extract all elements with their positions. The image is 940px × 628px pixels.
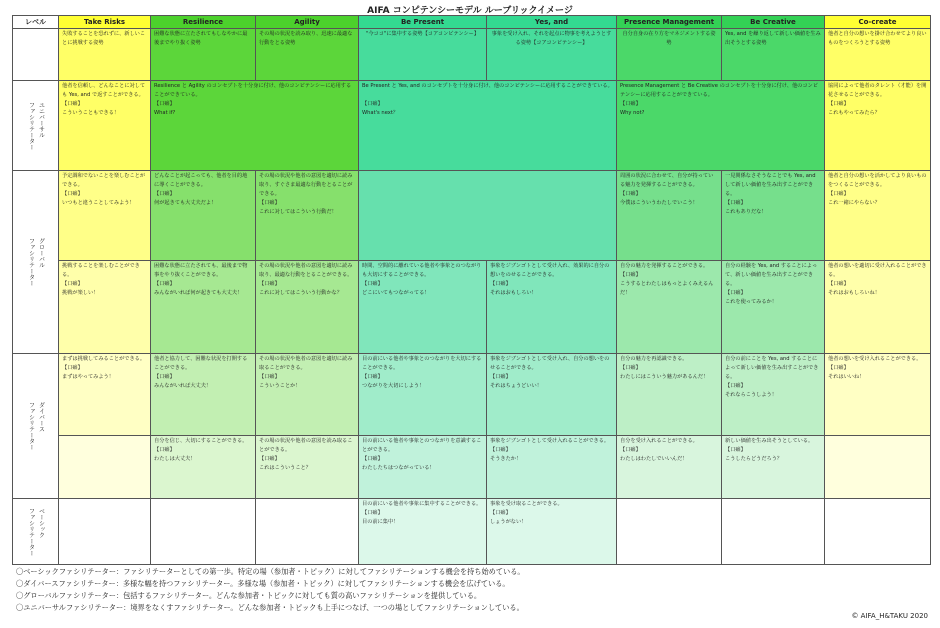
cell-line: 困難な状態に立たされても、最後まで物事をやり抜くことができる。 bbox=[154, 263, 248, 278]
cell-line: いつもと違うことしてみよう！ bbox=[62, 200, 135, 206]
cell-line: 新しい価値を生み出そうとしている。 bbox=[725, 438, 814, 444]
cell-line: どんなことが起こっても、他者を目的地に導くことができる。 bbox=[154, 173, 248, 188]
cell-line: まずは挑戦してみることができる。 bbox=[62, 356, 146, 362]
cell-line: 目の前にいる他者や事象に集中することができる。 bbox=[362, 501, 482, 507]
cell-line: その場の状況を読み取り、迅速に最適な行動をとる姿勢 bbox=[259, 31, 353, 46]
cell-line: 目の前にいる他者や事象とのつながりを意識することができる。 bbox=[362, 438, 482, 453]
cell-line: 【コアコンピテンシー】 bbox=[422, 31, 480, 37]
rubric-cell bbox=[359, 261, 487, 354]
cell-line: これもやってみたら？ bbox=[828, 110, 880, 116]
rubric-cell bbox=[617, 81, 825, 171]
col-header: Be Present bbox=[359, 16, 487, 29]
definition-cell bbox=[59, 29, 151, 81]
rubric-cell bbox=[825, 81, 931, 171]
cell-line: 【口癖】 bbox=[828, 101, 849, 107]
cell-line: 時間、空間的に離れている他者や事象とのつながりも大切にすることができる。 bbox=[362, 263, 482, 278]
cell-line: 【口癖】 bbox=[362, 374, 383, 380]
rubric-cell bbox=[487, 354, 617, 436]
cell-line: 【口癖】 bbox=[828, 281, 849, 287]
rubric-cell bbox=[359, 354, 487, 436]
cell-line: 【口癖】 bbox=[490, 374, 511, 380]
rubric-cell bbox=[256, 436, 359, 499]
cell-line: 【口癖】 bbox=[259, 200, 280, 206]
cell-line: 【口癖】 bbox=[362, 281, 383, 287]
cell-line: 他者と自分の想いを掛け合わせてより良いものをつくろうとする姿勢 bbox=[828, 31, 927, 46]
rubric-cell bbox=[151, 261, 256, 354]
rubric-cell bbox=[151, 171, 256, 261]
col-header: Presence Management bbox=[617, 16, 722, 29]
rubric-cell bbox=[487, 499, 617, 565]
cell-line: その場の状況や他者の意図を適切に読み取り、すぐさま最適な行動をとることができる。 bbox=[259, 173, 353, 197]
cell-line: 【コアコンピテンシー】 bbox=[531, 40, 588, 46]
rubric-cell bbox=[359, 499, 487, 565]
level-main-label: ファシリテーター bbox=[27, 402, 35, 450]
cell-line bbox=[362, 91, 613, 100]
footnote: 〇グローバルファシリテーター：包括するファシリテーター。どんな参加者・トピックに対しても質の高いファシリテーションを提供している。 bbox=[16, 591, 482, 600]
cell-line: これを使ってみるか！ bbox=[725, 299, 777, 305]
cell-line: 予定調和でないことを楽しむことができる。 bbox=[62, 173, 146, 188]
cell-line: こういうことか！ bbox=[259, 383, 301, 389]
rubric-cell bbox=[151, 81, 359, 171]
footnote: 〇ユニバーサルファシリテーター：境界をなくすファシリテーター。どんな参加者・トピックも上手につなげ、一つの場としてファシリテーションしている。 bbox=[16, 603, 524, 612]
cell-line: どこにいてもつながってる！ bbox=[362, 290, 430, 296]
rubric-cell bbox=[256, 354, 359, 436]
cell-line: まずはやってみよう！ bbox=[62, 374, 114, 380]
cell-line: わたしたちはつながっている！ bbox=[362, 465, 435, 471]
cell-line: 自分の経験を Yes, and することによって、新しい価値を生み出すことができる。 bbox=[725, 263, 818, 287]
level-sub-label: ベーシック bbox=[37, 507, 45, 538]
cell-line: 挑戦することを楽しむことができる。 bbox=[62, 263, 140, 278]
cell-line: 【口癖】 bbox=[725, 383, 746, 389]
cell-line: 事象をジブンゴトとして受け入れることができる。 bbox=[490, 438, 610, 444]
cell-line: これに対してはこういう行動かな？ bbox=[259, 290, 343, 296]
cell-line: それはちょうどいい！ bbox=[490, 383, 542, 389]
rubric-cell bbox=[151, 354, 256, 436]
cell-line: 【口癖】 bbox=[259, 281, 280, 287]
rubric-cell bbox=[825, 354, 931, 436]
cell-line: 何が起きても大丈夫だよ！ bbox=[154, 200, 217, 206]
cell-line: 自分を信じ、大切にすることができる。 bbox=[154, 438, 248, 444]
cell-line: こういうこともできる！ bbox=[62, 110, 120, 116]
cell-line: 【口癖】 bbox=[362, 456, 383, 462]
rubric-cell bbox=[59, 261, 151, 354]
cell-line: 【口癖】 bbox=[828, 365, 849, 371]
cell-line: 事象を受け取ることができる。 bbox=[490, 501, 563, 507]
rubric-cell bbox=[825, 436, 931, 499]
cell-line: そうきたか！ bbox=[490, 456, 522, 462]
cell-line: 【口癖】 bbox=[620, 365, 641, 371]
cell-line: これ一緒にやらない？ bbox=[828, 200, 880, 206]
rubric-cell bbox=[722, 436, 825, 499]
cell-line: What if? bbox=[154, 110, 176, 116]
col-header: Co-create bbox=[825, 16, 931, 29]
cell-line: 【口癖】 bbox=[725, 200, 746, 206]
cell-line: それならこうしよう！ bbox=[725, 392, 777, 398]
cell-line: 【口癖】 bbox=[154, 281, 175, 287]
cell-line: "今ココ"に集中する姿勢 bbox=[365, 31, 423, 37]
cell-line: 自分の魅力を発揮することができる。 bbox=[620, 263, 709, 269]
cell-line: 【口癖】 bbox=[362, 510, 383, 516]
rubric-cell bbox=[256, 261, 359, 354]
cell-line: こうするとわたしはもっとよくみえるんだ！ bbox=[620, 281, 714, 296]
cell-line: 自分自身の在り方をマネジメントする姿勢 bbox=[622, 31, 716, 46]
cell-line: 【口癖】 bbox=[490, 281, 511, 287]
definition-cell bbox=[722, 29, 825, 81]
definition-cell bbox=[256, 29, 359, 81]
cell-line: これに対してはこういう行動だ！ bbox=[259, 209, 337, 215]
cell-line: 他者と自分の想いを活かしてより良いものをつくることができる。 bbox=[828, 173, 927, 188]
cell-line: 【口癖】 bbox=[620, 272, 641, 278]
cell-line: 事象を受け入れ、それを起点に物事を考えようとする姿勢 bbox=[491, 31, 612, 46]
level-main-label: ファシリテーター bbox=[27, 507, 35, 556]
level-main-label: ファシリテーター bbox=[27, 101, 35, 150]
cell-line: 【口癖】 bbox=[620, 101, 641, 107]
cell-line: 【口癖】 bbox=[154, 447, 175, 453]
level-main-label: ファシリテーター bbox=[27, 238, 35, 286]
col-header: Take Risks bbox=[59, 16, 151, 29]
rubric-cell bbox=[825, 171, 931, 261]
rubric-cell bbox=[722, 261, 825, 354]
level-diverse bbox=[13, 354, 59, 499]
rubric-cell bbox=[59, 354, 151, 436]
cell-line: それはおもしろいね！ bbox=[828, 290, 880, 296]
cell-line: Be Present と Yes, and のコンセプトを十分身に付け、他のコンピテンシーに応用することができている。 bbox=[362, 83, 613, 89]
cell-line: 【口癖】 bbox=[620, 191, 641, 197]
rubric-cell bbox=[487, 436, 617, 499]
cell-line: わたしにはこういう魅力があるんだ！ bbox=[620, 374, 709, 380]
cell-line: 他者と協力して、困難な状況を打開することができる。 bbox=[154, 356, 248, 371]
footnote: 〇ダイバースファシリテーター：多様な幅を持つファシリテーター。多様な場（参加者・トピック）に対してファシリテーションする機会を広げている。 bbox=[16, 579, 510, 588]
col-header: Agility bbox=[256, 16, 359, 29]
cell-line: 挑戦が楽しい！ bbox=[62, 290, 99, 296]
cell-line: 【口癖】 bbox=[725, 290, 746, 296]
level-sub-label: グローバル bbox=[37, 238, 45, 268]
cell-line: 【口癖】 bbox=[62, 281, 83, 287]
rubric-cell bbox=[617, 171, 722, 261]
cell-line: 他者を信頼し、どんなことに対しても Yes, and で返すことができる。 bbox=[62, 83, 146, 98]
rubric-cell bbox=[59, 81, 151, 171]
col-header: Resilience bbox=[151, 16, 256, 29]
level-sub-label: ユニバーサル bbox=[37, 101, 45, 138]
cell-line: 【口癖】 bbox=[62, 101, 83, 107]
cell-line: 周囲の状況に合わせて、自分が持っている魅力を発揮することができる。 bbox=[620, 173, 714, 188]
cell-line: 自分を受け入れることができる。 bbox=[620, 438, 698, 444]
cell-line: 事象をジブンゴトとして受け入れ、効果的に自分の想いをのせることができる。 bbox=[490, 263, 610, 278]
level-basic bbox=[13, 499, 59, 565]
rubric-cell bbox=[59, 436, 151, 499]
rubric-cell bbox=[617, 436, 722, 499]
rubric-cell bbox=[487, 261, 617, 354]
cell-line: 失敗することを恐れずに、新しいことに挑戦する姿勢 bbox=[62, 31, 146, 46]
level-header: レベル bbox=[13, 16, 59, 29]
cell-line: 【口癖】 bbox=[259, 456, 280, 462]
definition-cell bbox=[617, 29, 722, 81]
definition-cell bbox=[151, 29, 256, 81]
cell-line: みんながいれば何が起きても大丈夫！ bbox=[154, 290, 243, 296]
rubric-cell bbox=[617, 261, 722, 354]
cell-line: 一見関係なさそうなことでも Yes, and して新しい価値を生み出すことができる。 bbox=[725, 173, 816, 197]
cell-line: 協同によって他者のタレント（才能）を開花させることができる。 bbox=[828, 83, 927, 98]
cell-line: つながりを大切にしよう！ bbox=[362, 383, 425, 389]
footnote: 〇ベーシックファシリテーター：ファシリテーターとしての第一歩。特定の場（参加者・トピック）に対してファシリテーションする機会を持ち始めている。 bbox=[16, 567, 525, 576]
cell-line: その場の状況や他者の意図を適切に読み取ることができる。 bbox=[259, 356, 353, 371]
cell-line: Why not? bbox=[620, 110, 645, 116]
cell-line: Yes, and を繰り返して新しい価値を生み出そうとする姿勢 bbox=[725, 31, 821, 46]
cell-line: What's next？ bbox=[362, 110, 399, 116]
page-title: AIFA コンピテンシーモデル ルーブリックイメージ bbox=[367, 6, 573, 16]
definition-cell bbox=[359, 29, 487, 81]
cell-line: これもありだな！ bbox=[725, 209, 767, 215]
cell-line: 困難な状態に立たされてもしなやかに最後までやり抜く姿勢 bbox=[154, 31, 248, 46]
cell-line: 【口癖】 bbox=[362, 101, 383, 107]
cell-line: 自分の魅力を再認識できる。 bbox=[620, 356, 688, 362]
rubric-cell bbox=[256, 171, 359, 261]
rubric-cell bbox=[825, 261, 931, 354]
cell-line: 目の前にいる他者や事象とのつながりを大切にすることができる。 bbox=[362, 356, 482, 371]
cell-line: 目の前に集中！ bbox=[362, 519, 399, 525]
cell-line: こうしたらどうだろう？ bbox=[725, 456, 783, 462]
cell-line: 他者の想いを受け入れることができる。 bbox=[828, 356, 922, 362]
cell-line: わたしは大丈夫！ bbox=[154, 456, 196, 462]
cell-line: 【口癖】 bbox=[154, 374, 175, 380]
cell-line: 【口癖】 bbox=[62, 191, 83, 197]
rubric-cell bbox=[359, 436, 487, 499]
cell-line: 【口癖】 bbox=[725, 447, 746, 453]
rubric-cell bbox=[359, 171, 617, 261]
level-universal bbox=[13, 81, 59, 171]
definition-cell bbox=[825, 29, 931, 81]
cell-line: 【口癖】 bbox=[490, 447, 511, 453]
rubric-cell bbox=[722, 354, 825, 436]
level-sub-label: ダイバース bbox=[37, 402, 45, 432]
rubric-cell bbox=[722, 171, 825, 261]
cell-line: 今僕はこういうわたしでいこう！ bbox=[620, 200, 698, 206]
cell-line: しょうがない！ bbox=[490, 519, 527, 525]
cell-line: それはおもしろい！ bbox=[490, 290, 537, 296]
copyright: © AIFA_H&TAKU 2020 bbox=[851, 612, 928, 620]
cell-line: これはこういうこと？ bbox=[259, 465, 311, 471]
rubric-cell bbox=[151, 436, 256, 499]
rubric-cell bbox=[617, 354, 722, 436]
cell-line: 【口癖】 bbox=[154, 191, 175, 197]
rubric-cell bbox=[359, 81, 617, 171]
cell-line: みんながいれば大丈夫！ bbox=[154, 383, 212, 389]
rubric-cell bbox=[59, 171, 151, 261]
cell-line: その場の状況や他者の意図を読み取ることができる。 bbox=[259, 438, 353, 453]
cell-line: Presence Management と Be Creative のコンセプトを十分身に付け、他のコンピテンシーに応用することができている。 bbox=[620, 83, 818, 98]
cell-line: 【口癖】 bbox=[490, 510, 511, 516]
col-header: Be Creative bbox=[722, 16, 825, 29]
cell-line: 自分の前にことを Yes, and することによって新しい価値を生み出すことができる。 bbox=[725, 356, 819, 380]
rubric-table bbox=[12, 15, 931, 565]
level-global bbox=[13, 171, 59, 354]
col-header: Yes, and bbox=[487, 16, 617, 29]
cell-line: 【口癖】 bbox=[154, 101, 175, 107]
definition-cell bbox=[487, 29, 617, 81]
cell-line: その場の状況や他者の意図を適切に読み取り、最適な行動をとることができる。 bbox=[259, 263, 353, 278]
cell-line: 【口癖】 bbox=[620, 447, 641, 453]
cell-line: わたしはわたしでいいんだ！ bbox=[620, 456, 688, 462]
cell-line: 事象をジブンゴトとして受け入れ、自分の想いをのせることができる。 bbox=[490, 356, 610, 371]
cell-line: 【口癖】 bbox=[62, 365, 83, 371]
cell-line: 他者の想いを適切に受け入れることができる。 bbox=[828, 263, 927, 278]
cell-line: 【口癖】 bbox=[259, 374, 280, 380]
cell-line: それはいいね！ bbox=[828, 374, 865, 380]
cell-line: 【口癖】 bbox=[828, 191, 849, 197]
cell-line: Resilience と Agility のコンセプトを十分身に付け、他のコンピテンシーに応用することができている。 bbox=[154, 83, 352, 98]
